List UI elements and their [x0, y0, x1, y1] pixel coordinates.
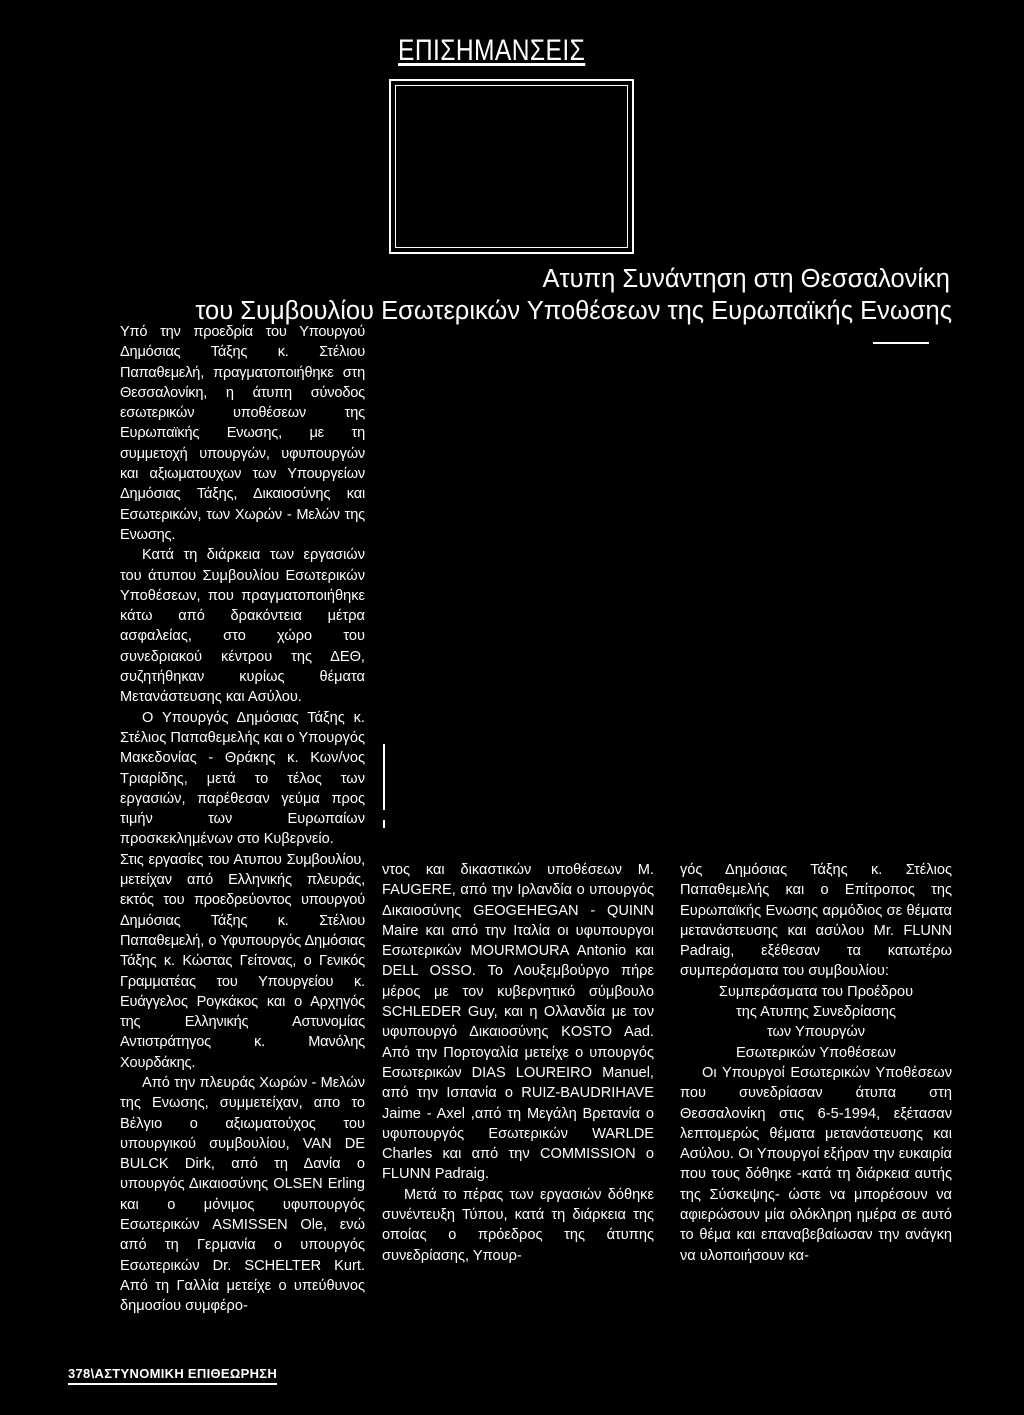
column2-paragraph: ντος και δικαστικών υποθέσεων M. FAUGERE, από την Ιρλανδία ο υπουργός Δικαιοσύνης GEOGEHEGAN - QUINN Maire και από την Ιταλία οι υφυπουργοι Εσωτερικών MOURMOURA Antonio και DELL OSSO. Το Λουξεμβούργο πήρε μέρος με τον κυβερνητικό σύμβουλο SCHLEDER Guy, και η Ολλανδία με τον υφυπουργό Δικαιοσύνης KOSTO Aad. Από την Πορτογαλία μετείχε ο υπουργός Εσωτερικών DIAS LOUREIRO Manuel, από την Ισπανία ο RUIZ-BAUDRIHAVE Jaime - Axel ,από τη Μεγάλη Βρετανία ο υφυπουργός Εσωτερικών WARLDE Charles και από την COMMISSION ο FLUNN Padraig. [382, 862, 654, 1183]
page-number: 378 [68, 1366, 91, 1381]
column-divider [383, 744, 385, 810]
article-column-3 [680, 860, 952, 1266]
page-footer [68, 1366, 277, 1385]
column1-paragraph: Κατά τη διάρκεια των εργασιών του άτυπου Συμβουλίου Εσωτερικών Υποθέσεων, που πραγματοποιήθηκε κάτω από δρακόντεια μέτρα ασφαλείας, στο χώρο του συνεδριακού κέντρου της ΔΕΘ, συζητήθηκαν κυρίως θέματα Μετανάστευσης και Ασύλου. [120, 547, 365, 706]
section-title: ΕΠΙΣΗΜΑΝΣΕΙΣ [398, 34, 586, 67]
headline-rule [873, 342, 929, 344]
column2-paragraph: Μετά το πέρας των εργασιών δόθηκε συνέντευξη Τύπου, κατά τη διάρκεια της οποίας ο πρόεδρος της άτυπης συνεδρίασης, Υπουρ- [382, 1186, 654, 1264]
column1-paragraph: Υπό την προεδρία του Υπουργού Δημόσιας Τάξης κ. Στέλιου Παπαθεμελή, πραγματοποιήθηκε στη Θεσσαλονίκη, η άτυπη σύνοδος εσωτερικών υποθέσεων της Ευρωπαϊκής Ενωσης, με τη συμμετοχή υπουργών, υφυπουργών και αξιωματουχων των Υπουργείων Δημόσιας Τάξης, Δικαιοσύνης και Εσωτερικών, των Χωρών - Μελών της Ενωσης. [120, 324, 365, 543]
column-divider-mark [383, 820, 385, 828]
article-column-2 [382, 860, 654, 1266]
conclusions-heading-line: Εσωτερικών Υποθέσεων [736, 1044, 896, 1061]
conclusions-heading-line: των Υπουργών [766, 1024, 866, 1041]
column1-paragraph: Στις εργασίες του Ατυπου Συμβουλίου, μετείχαν από Ελληνικής πλευράς, εκτός του προεδρεύοντος υπουργού Δημόσιας Τάξης κ. Στέλιου Παπαθεμελή, ο Υφυπουργός Δημόσιας Τάξης κ. Κώστας Γείτονας, ο Γενικός Γραμματέας του Υπουργείου κ. Ευάγγελος Ρογκάκος και ο Αρχηγός της Ελληνικής Αστυνομίας Αντιστράτηγος κ. Μανόλης Χουρδάκης. [120, 851, 365, 1071]
article-headline-line2: του Συμβουλίου Εσωτερικών Υποθέσεων της Ευρωπαϊκής Ενωσης [195, 297, 952, 325]
article-column-1 [120, 322, 365, 1317]
photo-placeholder [389, 79, 634, 254]
column1-paragraph: Ο Υπουργός Δημόσιας Τάξης κ. Στέλιος Παπαθεμελής και ο Υπουργός Μακεδονίας - Θράκης κ. Κων/νος Τριαρίδης, μετά το τέλος των εργασιών, παρέθεσαν γεύμα προς τιμήν των Ευρωπαίων προσκεκλημένων στο Κυβερνείο. [120, 709, 365, 848]
column3-paragraph: Οι Υπουργοί Εσωτερικών Υποθέσεων που συνεδρίασαν άτυπα στη Θεσσαλονίκη στις 6-5-1994, εξέτασαν λεπτομερώς θέματα μετανάστευσης και Ασύλου. Οι Υπουργοί εξήραν την ευκαιρία που τους δόθηκε -κατά τη διάρκεια αυτής της Σύσκεψης- ώστε να μπορέσουν να αφιερώσουν μία ολόκληρη ημέρα σε αυτό το θέμα και επαναβεβαίωσαν την ανάγκη να υλοποιήσουν κα- [680, 1064, 952, 1264]
article-headline-line1: Ατυπη Συνάντηση στη Θεσσαλονίκη [542, 265, 950, 293]
column3-paragraph: γός Δημόσιας Τάξης κ. Στέλιος Παπαθεμελής και ο Επίτροπος της Ευρωπαϊκής Ενωσης αρμόδιος σε θέματα μετανάστευσης και ασύλου Mr. FLUNN Padraig, εξέθεσαν τα κατωτέρω συμπεράσματα του συμβουλίου: [680, 862, 952, 980]
conclusions-heading-line: Συμπεράσματα του Προέδρου [718, 983, 914, 1000]
publication-name: \ΑΣΤΥΝΟΜΙΚΗ ΕΠΙΘΕΩΡΗΣΗ [90, 1366, 278, 1381]
column1-paragraph: Από την πλευράς Χωρών - Μελών της Ενωσης, συμμετείχαν, απο το Βέλγιο ο αξιωματούχος του υπουργικού συμβουλίου, VAN DE BULCK Dirk, από τη Δανία ο υπουργός Δικαιοσύνης OLSEN Erling και ο μόνιμος υφυπουργός Εσωτερικών ASMISSEN Ole, ενώ από τη Γερμανία ο υπουργός Εσωτερικών Dr. SCHELTER Kurt. Από τη Γαλλία μετείχε ο υπεύθυνος δημοσίου συμφέρο- [120, 1074, 365, 1315]
conclusions-heading-line: της Ατυπης Συνεδρίασης [736, 1004, 896, 1021]
